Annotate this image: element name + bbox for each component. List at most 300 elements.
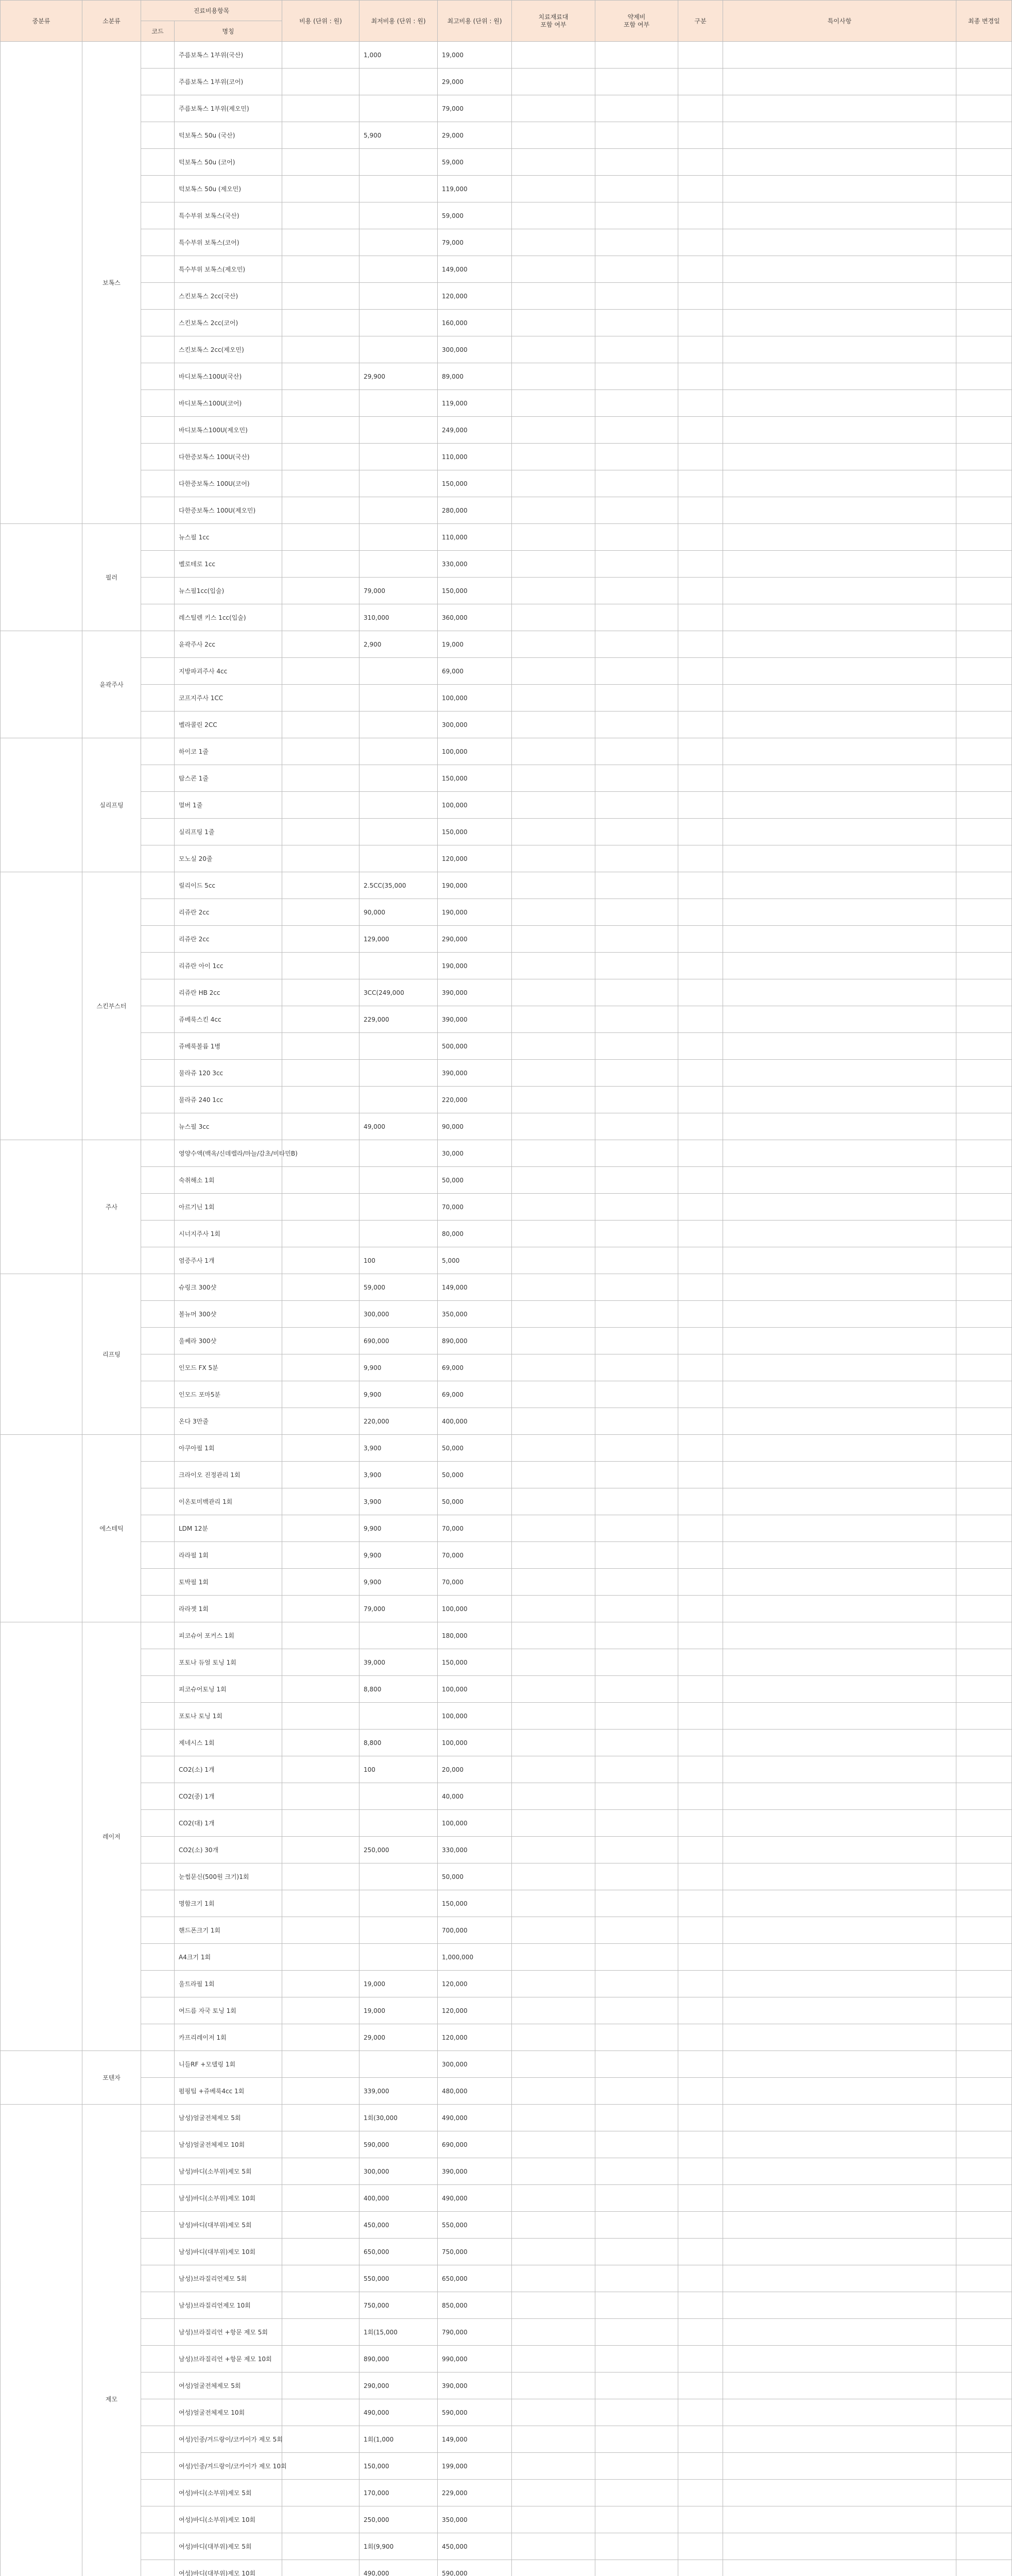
item-name-cell: 뉴스필1cc(입술) (175, 578, 282, 604)
table-row (1, 899, 1012, 926)
notes-cell (723, 1890, 956, 1917)
notes-cell (723, 604, 956, 631)
cost-cell (282, 899, 359, 926)
material-cell (512, 765, 595, 792)
last-updated-cell (956, 1488, 1012, 1515)
notes-cell (723, 1917, 956, 1944)
code-cell (141, 2399, 175, 2426)
type-cell (678, 2346, 723, 2372)
type-cell (678, 2024, 723, 2051)
drug-cell (595, 69, 678, 95)
last-updated-cell (956, 1515, 1012, 1542)
notes-cell (723, 2024, 956, 2051)
type-cell (678, 1247, 723, 1274)
drug-cell (595, 1676, 678, 1703)
table-row (1, 1890, 1012, 1917)
type-cell (678, 2078, 723, 2105)
table-row (1, 685, 1012, 711)
max-cost-cell: 190,000 (438, 953, 512, 979)
min-cost-cell (359, 1783, 438, 1810)
max-cost-cell: 79,000 (438, 95, 512, 122)
material-cell (512, 2185, 595, 2212)
drug-cell (595, 1649, 678, 1676)
material-cell (512, 2051, 595, 2078)
material-cell (512, 1863, 595, 1890)
last-updated-cell (956, 122, 1012, 149)
item-name-cell: 특수부위 보톡스(코어) (175, 229, 282, 256)
max-cost-cell: 280,000 (438, 497, 512, 524)
notes-cell (723, 336, 956, 363)
table-row (1, 1488, 1012, 1515)
code-cell (141, 69, 175, 95)
last-updated-cell (956, 1301, 1012, 1328)
drug-cell (595, 176, 678, 202)
table-row (1, 792, 1012, 819)
table-row (1, 2239, 1012, 2265)
min-cost-cell: 8,800 (359, 1676, 438, 1703)
code-cell (141, 1837, 175, 1863)
code-cell (141, 604, 175, 631)
item-name-cell: LDM 12분 (175, 1515, 282, 1542)
notes-cell (723, 631, 956, 658)
material-cell (512, 1087, 595, 1113)
cost-cell (282, 1354, 359, 1381)
max-cost-cell: 229,000 (438, 2480, 512, 2506)
min-cost-cell: 290,000 (359, 2372, 438, 2399)
cost-cell (282, 1649, 359, 1676)
type-cell (678, 470, 723, 497)
table-row (1, 2506, 1012, 2533)
max-cost-cell: 150,000 (438, 1649, 512, 1676)
notes-cell (723, 1649, 956, 1676)
min-cost-cell: 1회(9,900 (359, 2533, 438, 2560)
max-cost-cell: 490,000 (438, 2105, 512, 2131)
item-name-cell: 물라쥬 120 3cc (175, 1060, 282, 1087)
table-row (1, 1569, 1012, 1596)
drug-cell (595, 1408, 678, 1435)
max-cost-cell: 110,000 (438, 524, 512, 551)
min-cost-cell: 250,000 (359, 2506, 438, 2533)
table-row (1, 1221, 1012, 1247)
notes-cell (723, 2292, 956, 2319)
min-cost-cell: 300,000 (359, 1301, 438, 1328)
material-cell (512, 1408, 595, 1435)
last-updated-cell (956, 1328, 1012, 1354)
cost-cell (282, 1944, 359, 1971)
code-cell (141, 1194, 175, 1221)
min-cost-cell (359, 95, 438, 122)
code-cell (141, 256, 175, 283)
notes-cell (723, 1435, 956, 1462)
material-cell (512, 819, 595, 845)
type-cell (678, 1917, 723, 1944)
max-cost-cell: 100,000 (438, 1703, 512, 1730)
table-row (1, 202, 1012, 229)
min-cost-cell (359, 1622, 438, 1649)
code-cell (141, 149, 175, 176)
max-cost-cell: 29,000 (438, 69, 512, 95)
notes-cell (723, 2560, 956, 2576)
last-updated-cell (956, 176, 1012, 202)
code-cell (141, 1944, 175, 1971)
notes-cell (723, 95, 956, 122)
minor-category-cell: 주사 (82, 1140, 141, 1274)
type-cell (678, 2131, 723, 2158)
item-name-cell: 남성)브라질리언제모 10회 (175, 2292, 282, 2319)
material-cell (512, 2265, 595, 2292)
notes-cell (723, 283, 956, 310)
drug-cell (595, 2292, 678, 2319)
item-name-cell: 피코슈어 포커스 1회 (175, 1622, 282, 1649)
max-cost-cell: 400,000 (438, 1408, 512, 1435)
code-cell (141, 711, 175, 738)
table-row (1, 2319, 1012, 2346)
item-name-cell: 볼뉴머 300샷 (175, 1301, 282, 1328)
last-updated-cell (956, 1435, 1012, 1462)
max-cost-cell: 290,000 (438, 926, 512, 953)
code-cell (141, 363, 175, 390)
min-cost-cell: 300,000 (359, 2158, 438, 2185)
item-name-cell: 여성)인중/겨드랑이/코카이가 제모 10회 (175, 2453, 282, 2480)
min-cost-cell (359, 1703, 438, 1730)
last-updated-cell (956, 417, 1012, 444)
item-name-cell: 울트라필 1회 (175, 1971, 282, 1997)
item-name-cell: 남성)브라질리언제모 5회 (175, 2265, 282, 2292)
cost-cell (282, 1381, 359, 1408)
table-row (1, 417, 1012, 444)
notes-cell (723, 1971, 956, 1997)
material-cell (512, 1756, 595, 1783)
material-cell (512, 1060, 595, 1087)
last-updated-cell (956, 2399, 1012, 2426)
min-cost-cell (359, 176, 438, 202)
max-cost-cell: 590,000 (438, 2399, 512, 2426)
notes-cell (723, 1596, 956, 1622)
cost-cell (282, 1703, 359, 1730)
drug-cell (595, 497, 678, 524)
last-updated-cell (956, 2265, 1012, 2292)
notes-cell (723, 2105, 956, 2131)
cost-cell (282, 1113, 359, 1140)
last-updated-cell (956, 1997, 1012, 2024)
max-cost-cell: 80,000 (438, 1221, 512, 1247)
major-category-cell (1, 524, 82, 631)
code-cell (141, 1274, 175, 1301)
notes-cell (723, 979, 956, 1006)
drug-cell (595, 1435, 678, 1462)
cost-cell (282, 1301, 359, 1328)
table-row (1, 1462, 1012, 1488)
table-row (1, 658, 1012, 685)
last-updated-cell (956, 1622, 1012, 1649)
max-cost-cell: 30,000 (438, 1140, 512, 1167)
drug-cell (595, 256, 678, 283)
material-cell (512, 283, 595, 310)
code-cell (141, 1354, 175, 1381)
cost-cell (282, 1087, 359, 1113)
table-row (1, 69, 1012, 95)
code-cell (141, 2506, 175, 2533)
drug-cell (595, 1997, 678, 2024)
table-row (1, 1515, 1012, 1542)
min-cost-cell: 79,000 (359, 578, 438, 604)
last-updated-cell (956, 2024, 1012, 2051)
notes-cell (723, 1944, 956, 1971)
table-row (1, 845, 1012, 872)
drug-cell (595, 872, 678, 899)
type-cell (678, 1542, 723, 1569)
last-updated-cell (956, 2346, 1012, 2372)
table-row (1, 1971, 1012, 1997)
max-cost-cell: 79,000 (438, 229, 512, 256)
notes-cell (723, 1515, 956, 1542)
table-row (1, 470, 1012, 497)
code-cell (141, 1622, 175, 1649)
material-cell (512, 2105, 595, 2131)
notes-cell (723, 2319, 956, 2346)
minor-category-cell: 스킨부스터 (82, 872, 141, 1140)
drug-cell (595, 2078, 678, 2105)
item-name-cell: 슈링크 300샷 (175, 1274, 282, 1301)
type-cell (678, 1622, 723, 1649)
notes-cell (723, 578, 956, 604)
last-updated-cell (956, 1140, 1012, 1167)
cost-cell (282, 1596, 359, 1622)
min-cost-cell (359, 283, 438, 310)
major-category-cell (1, 1274, 82, 1435)
code-cell (141, 1247, 175, 1274)
notes-cell (723, 1167, 956, 1194)
table-row (1, 1381, 1012, 1408)
type-cell (678, 872, 723, 899)
cost-cell (282, 2265, 359, 2292)
code-cell (141, 2131, 175, 2158)
material-cell (512, 926, 595, 953)
header-last-updated: 최종 변경일 (956, 1, 1012, 42)
code-cell (141, 658, 175, 685)
type-cell (678, 578, 723, 604)
table-row (1, 2480, 1012, 2506)
notes-cell (723, 390, 956, 417)
table-row (1, 1756, 1012, 1783)
item-name-cell: 탑스콘 1줄 (175, 765, 282, 792)
material-cell (512, 1140, 595, 1167)
max-cost-cell: 990,000 (438, 2346, 512, 2372)
item-name-cell: 리쥬란 HB 2cc (175, 979, 282, 1006)
code-cell (141, 2372, 175, 2399)
min-cost-cell: 450,000 (359, 2212, 438, 2239)
code-cell (141, 926, 175, 953)
table-row (1, 390, 1012, 417)
notes-cell (723, 2426, 956, 2453)
min-cost-cell: 39,000 (359, 1649, 438, 1676)
code-cell (141, 1863, 175, 1890)
min-cost-cell (359, 819, 438, 845)
material-cell (512, 1542, 595, 1569)
type-cell (678, 42, 723, 69)
last-updated-cell (956, 631, 1012, 658)
type-cell (678, 1890, 723, 1917)
material-cell (512, 1596, 595, 1622)
last-updated-cell (956, 1703, 1012, 1730)
max-cost-cell: 120,000 (438, 283, 512, 310)
drug-cell (595, 1971, 678, 1997)
min-cost-cell: 2.5CC(35,000 (359, 872, 438, 899)
notes-cell (723, 953, 956, 979)
item-name-cell: 바디보톡스100U(국산) (175, 363, 282, 390)
item-name-cell: 여성)바디(대부위)제모 5회 (175, 2533, 282, 2560)
cost-cell (282, 792, 359, 819)
code-cell (141, 792, 175, 819)
min-cost-cell (359, 1167, 438, 1194)
max-cost-cell: 50,000 (438, 1863, 512, 1890)
max-cost-cell: 59,000 (438, 149, 512, 176)
min-cost-cell: 79,000 (359, 1596, 438, 1622)
material-cell (512, 1676, 595, 1703)
min-cost-cell: 339,000 (359, 2078, 438, 2105)
max-cost-cell: 50,000 (438, 1462, 512, 1488)
item-name-cell: 남성)바디(소부위)제모 5회 (175, 2158, 282, 2185)
drug-cell (595, 631, 678, 658)
code-cell (141, 845, 175, 872)
last-updated-cell (956, 1837, 1012, 1863)
cost-cell (282, 1837, 359, 1863)
item-name-cell: 라라젯 1회 (175, 1596, 282, 1622)
type-cell (678, 1194, 723, 1221)
material-cell (512, 1890, 595, 1917)
notes-cell (723, 2158, 956, 2185)
type-cell (678, 953, 723, 979)
major-category-cell (1, 42, 82, 524)
table-row (1, 1596, 1012, 1622)
last-updated-cell (956, 1194, 1012, 1221)
min-cost-cell: 890,000 (359, 2346, 438, 2372)
table-row (1, 1997, 1012, 2024)
material-cell (512, 310, 595, 336)
drug-cell (595, 1917, 678, 1944)
last-updated-cell (956, 1676, 1012, 1703)
min-cost-cell: 3,900 (359, 1435, 438, 1462)
material-cell (512, 229, 595, 256)
cost-cell (282, 122, 359, 149)
minor-category-cell: 에스테틱 (82, 1435, 141, 1622)
type-cell (678, 149, 723, 176)
drug-cell (595, 819, 678, 845)
last-updated-cell (956, 1649, 1012, 1676)
max-cost-cell: 700,000 (438, 1917, 512, 1944)
cost-cell (282, 631, 359, 658)
drug-cell (595, 2533, 678, 2560)
min-cost-cell: 550,000 (359, 2265, 438, 2292)
table-row (1, 1435, 1012, 1462)
min-cost-cell (359, 1033, 438, 1060)
cost-cell (282, 1783, 359, 1810)
last-updated-cell (956, 2078, 1012, 2105)
code-cell (141, 1542, 175, 1569)
code-cell (141, 1060, 175, 1087)
cost-cell (282, 1221, 359, 1247)
table-row (1, 1060, 1012, 1087)
min-cost-cell (359, 310, 438, 336)
cost-cell (282, 2158, 359, 2185)
min-cost-cell (359, 1087, 438, 1113)
min-cost-cell: 400,000 (359, 2185, 438, 2212)
table-row (1, 1140, 1012, 1167)
notes-cell (723, 2372, 956, 2399)
item-name-cell: 모노실 20줄 (175, 845, 282, 872)
header-name: 명칭 (175, 21, 282, 42)
material-cell (512, 1328, 595, 1354)
code-cell (141, 524, 175, 551)
min-cost-cell: 310,000 (359, 604, 438, 631)
material-cell (512, 2560, 595, 2576)
cost-cell (282, 95, 359, 122)
last-updated-cell (956, 578, 1012, 604)
last-updated-cell (956, 711, 1012, 738)
last-updated-cell (956, 2292, 1012, 2319)
major-category-cell (1, 872, 82, 1140)
drug-cell (595, 1810, 678, 1837)
cost-cell (282, 2078, 359, 2105)
material-cell (512, 738, 595, 765)
notes-cell (723, 1247, 956, 1274)
type-cell (678, 845, 723, 872)
table-row (1, 1837, 1012, 1863)
min-cost-cell: 3CC(249,000 (359, 979, 438, 1006)
max-cost-cell: 20,000 (438, 1756, 512, 1783)
type-cell (678, 1274, 723, 1301)
type-cell (678, 1006, 723, 1033)
last-updated-cell (956, 497, 1012, 524)
max-cost-cell: 550,000 (438, 2212, 512, 2239)
code-cell (141, 2024, 175, 2051)
type-cell (678, 417, 723, 444)
code-cell (141, 1328, 175, 1354)
max-cost-cell: 1,000,000 (438, 1944, 512, 1971)
material-cell (512, 69, 595, 95)
drug-cell (595, 1515, 678, 1542)
drug-cell (595, 1033, 678, 1060)
max-cost-cell: 149,000 (438, 1274, 512, 1301)
table-row (1, 979, 1012, 1006)
notes-cell (723, 1756, 956, 1783)
notes-cell (723, 551, 956, 578)
type-cell (678, 819, 723, 845)
notes-cell (723, 1113, 956, 1140)
material-cell (512, 1006, 595, 1033)
notes-cell (723, 845, 956, 872)
code-cell (141, 578, 175, 604)
drug-cell (595, 1354, 678, 1381)
cost-cell (282, 1569, 359, 1596)
notes-cell (723, 899, 956, 926)
min-cost-cell: 229,000 (359, 1006, 438, 1033)
cost-cell (282, 551, 359, 578)
material-cell (512, 2533, 595, 2560)
item-name-cell: 하이코 1줄 (175, 738, 282, 765)
last-updated-cell (956, 604, 1012, 631)
material-cell (512, 1649, 595, 1676)
drug-cell (595, 336, 678, 363)
material-cell (512, 2212, 595, 2239)
notes-cell (723, 2185, 956, 2212)
last-updated-cell (956, 2239, 1012, 2265)
cost-cell (282, 2239, 359, 2265)
last-updated-cell (956, 2560, 1012, 2576)
cost-cell (282, 524, 359, 551)
item-name-cell: 다한증보톡스 100U(코어) (175, 470, 282, 497)
min-cost-cell: 19,000 (359, 1971, 438, 1997)
